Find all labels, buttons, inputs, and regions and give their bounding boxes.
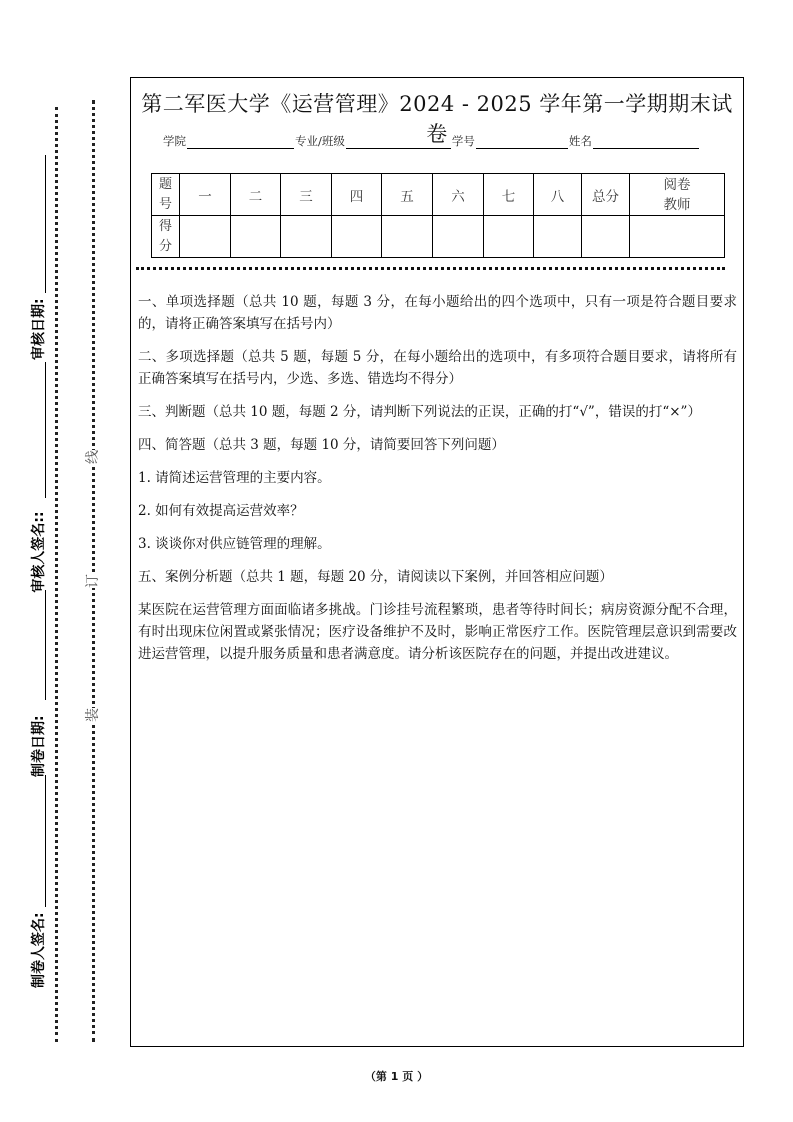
short-answer-question-2: 2. 如何有效提高运营效率？	[138, 503, 304, 519]
score-table	[151, 173, 725, 258]
section-true-false: 三、判断题（总共 10 题，每题 2 分，请判断下列说法的正误，正确的打“√”，错误的打“×”）	[138, 404, 701, 420]
row-header-char: 得	[158, 218, 172, 234]
section-multiple-choice: 二、多项选择题（总共 5 题，每题 5 分，在每小题给出的选项中，有多项符合题目要求，请将所有正确答案填写在括号内，少选、多选、错选均不得分）	[138, 349, 737, 387]
student-id-field[interactable]	[476, 134, 568, 149]
review-date-label: 审核日期:	[31, 298, 47, 360]
prepare-date-line	[45, 650, 46, 700]
row-header-question-number	[152, 174, 180, 216]
score-cell[interactable]	[484, 216, 534, 258]
row-header-score	[152, 216, 180, 258]
grader-label-line: 教师	[663, 196, 691, 213]
col-header: 六	[433, 174, 484, 216]
reviewer-signature-line	[45, 390, 46, 498]
binding-mark-line: 线	[85, 450, 101, 464]
col-header: 四	[332, 174, 382, 216]
reviewer-signature-label: 审核人签名::	[31, 511, 47, 593]
score-cell[interactable]	[433, 216, 484, 258]
review-date-line	[45, 155, 46, 293]
dotted-separator	[136, 267, 725, 270]
score-cell[interactable]	[332, 216, 382, 258]
section-case-analysis: 五、案例分析题（总共 1 题，每题 20 分，请阅读以下案例，并回答相应问题）	[138, 569, 613, 585]
exam-paper-frame	[130, 77, 744, 1047]
grader-label-line: 阅卷	[663, 176, 691, 193]
section-short-answer: 四、简答题（总共 3 题，每题 10 分，请简要回答下列问题）	[138, 437, 505, 453]
row-header-char: 题	[158, 176, 172, 192]
case-study-text: 某医院在运营管理方面面临诸多挑战。门诊挂号流程繁琐，患者等待时间长；病房资源分配不合理，有时出现床位闲置或紧张情况；医疗设备维护不及时，影响正常医疗工作。医院管理层意识到需要改进运营管理，以提升服务质量和患者满意度。请分析该医院存在的问题，并提出改进建议。	[138, 602, 737, 662]
exam-title: 第二军医大学《运营管理》2024 - 2025 学年第一学期期末试卷	[141, 92, 733, 146]
col-header: 七	[484, 174, 534, 216]
row-header-char: 分	[158, 238, 172, 254]
col-header-grader	[630, 174, 725, 216]
prepare-date-line-lower	[45, 775, 46, 907]
question-number-row	[152, 174, 725, 216]
score-cell[interactable]	[534, 216, 582, 258]
col-header: 一	[180, 174, 231, 216]
major-class-field[interactable]	[346, 134, 451, 149]
reviewer-signature-line-lower	[45, 590, 46, 652]
col-header: 三	[281, 174, 332, 216]
short-answer-question-1: 1. 请简述运营管理的主要内容。	[138, 470, 331, 486]
binding-mark-staple: 订	[85, 574, 101, 588]
score-cell[interactable]	[231, 216, 281, 258]
col-header: 八	[534, 174, 582, 216]
review-date-line-lower	[45, 362, 46, 392]
preparer-signature-label: 制卷人签名:	[31, 912, 47, 988]
score-cell[interactable]	[180, 216, 231, 258]
college-field[interactable]	[187, 134, 294, 149]
short-answer-question-3: 3. 谈谈你对供应链管理的理解。	[138, 536, 331, 552]
name-field[interactable]	[593, 134, 699, 149]
major-class-label: 专业/班级	[295, 134, 345, 148]
college-label: 学院	[163, 134, 186, 148]
score-row	[152, 216, 725, 258]
prepare-date-label: 制卷日期:	[31, 715, 47, 777]
col-header: 二	[231, 174, 281, 216]
name-label: 姓名	[568, 134, 592, 148]
page-number: （第 1 页 ）	[364, 1070, 429, 1083]
inner-dotted-line	[92, 100, 95, 1042]
row-header-char: 号	[158, 196, 172, 212]
section-single-choice: 一、单项选择题（总共 10 题，每题 3 分，在每小题给出的四个选项中，只有一项是符合题目要求的，请将正确答案填写在括号内）	[138, 294, 737, 332]
outer-dotted-line	[55, 107, 58, 1042]
score-cell-grader[interactable]	[630, 216, 725, 258]
col-header-total: 总分	[582, 174, 630, 216]
col-header: 五	[382, 174, 433, 216]
score-cell[interactable]	[281, 216, 332, 258]
score-cell[interactable]	[382, 216, 433, 258]
student-id-label: 学号	[451, 134, 475, 148]
binding-mark-bind: 装	[85, 708, 101, 722]
score-cell-total[interactable]	[582, 216, 630, 258]
student-info-row	[163, 133, 700, 149]
exam-content	[138, 291, 737, 676]
